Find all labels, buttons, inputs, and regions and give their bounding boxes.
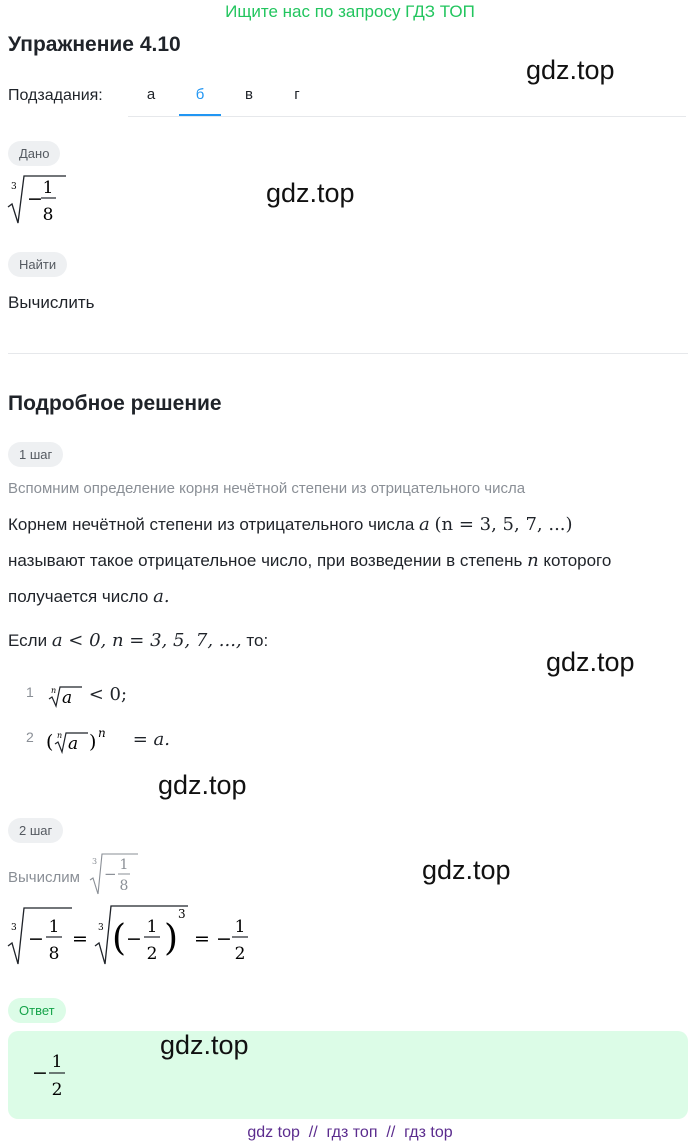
solution-heading: Подробное решение [8, 392, 222, 415]
step2-caption: Вычислим [8, 869, 80, 886]
nth-root-a-power-n [46, 726, 128, 756]
answer-chip-wrap [8, 998, 66, 1023]
watermark: gdz.top [546, 647, 635, 677]
tab-v[interactable]: в [245, 86, 253, 103]
svg-text:n: n [57, 731, 63, 740]
answer-chip: Ответ [8, 998, 66, 1023]
watermark: gdz.top [526, 55, 615, 85]
var-a: a. [153, 586, 170, 607]
step1-caption: Вспомним определение корня нечётной степени из отрицательного числа [8, 480, 526, 497]
step1-line2-text: называют такое отрицательное число, при возведении в степень [8, 551, 523, 570]
svg-text:n: n [98, 726, 106, 740]
list-item [26, 726, 170, 756]
svg-text:1: 1 [51, 1052, 63, 1072]
tab-g[interactable]: г [294, 86, 300, 103]
svg-text:(: ( [46, 731, 54, 753]
svg-text:3: 3 [11, 923, 17, 933]
svg-text:1: 1 [146, 917, 158, 937]
list-number: 1 [26, 684, 34, 701]
given-chip: Дано [8, 141, 60, 166]
footer-links[interactable]: gdz top // гдз топ // гдз top [247, 1124, 453, 1141]
svg-text:2: 2 [51, 1080, 63, 1100]
svg-text:−: − [27, 188, 43, 210]
svg-text:3: 3 [92, 857, 98, 866]
step1-chip-wrap [8, 442, 63, 467]
svg-text:−: − [216, 928, 232, 950]
list-item [26, 684, 127, 708]
step1-line1 [8, 514, 573, 535]
divider [8, 353, 688, 354]
page-title: Упражнение 4.10 [8, 33, 181, 56]
svg-text:1: 1 [48, 917, 60, 937]
var-a: a [419, 514, 430, 535]
cond-math: a < 0, n = 3, 5, 7, ..., [51, 630, 242, 651]
svg-text:): ) [164, 918, 179, 959]
subtasks-label: Подзадания: [8, 87, 103, 104]
step1-chip: 1 шаг [8, 442, 63, 467]
svg-text:=: = [194, 928, 210, 950]
item1-rest: < 0; [88, 684, 128, 706]
svg-text:2: 2 [234, 944, 246, 964]
cond-prefix: Если [8, 631, 48, 650]
step1-line2-tail: которого [543, 551, 612, 570]
step2-equation [6, 902, 256, 972]
watermark: gdz.top [158, 770, 247, 800]
svg-text:a: a [68, 734, 79, 754]
svg-text:1: 1 [119, 857, 129, 873]
step2-caption-expression [88, 850, 140, 898]
tab-a[interactable]: а [146, 86, 156, 103]
svg-text:): ) [89, 731, 97, 753]
step1-line1-text: Корнем нечётной степени из отрицательного числа [8, 515, 415, 534]
answer-box [8, 1031, 688, 1119]
step1-line2 [8, 550, 611, 571]
var-n: n [527, 550, 539, 571]
find-chip-wrap [8, 252, 67, 277]
step1-line3 [8, 586, 170, 607]
svg-text:2: 2 [146, 944, 158, 964]
svg-text:8: 8 [42, 205, 54, 225]
svg-text:1: 1 [42, 178, 54, 198]
watermark: gdz.top [422, 855, 511, 885]
tab-b[interactable]: б [179, 74, 221, 116]
item2-rest: = a. [132, 729, 170, 751]
svg-text:=: = [72, 928, 88, 950]
svg-text:1: 1 [234, 917, 246, 937]
nth-root-a [48, 684, 84, 708]
svg-text:8: 8 [48, 944, 60, 964]
cond-suffix: то: [246, 631, 269, 650]
answer-expression [30, 1048, 70, 1104]
svg-text:n: n [51, 686, 57, 695]
n-values: (n = 3, 5, 7, ...) [434, 514, 573, 535]
list-number: 2 [26, 729, 34, 746]
svg-text:−: − [126, 928, 142, 950]
svg-text:−: − [28, 928, 44, 950]
step2-chip-wrap [8, 818, 63, 843]
svg-text:a: a [62, 688, 73, 708]
watermark: gdz.top [266, 178, 355, 208]
given-chip-wrap [8, 141, 60, 166]
svg-text:3: 3 [11, 182, 17, 192]
svg-text:−: − [104, 865, 117, 883]
svg-text:8: 8 [119, 878, 129, 894]
step1-line3-text: получается число [8, 587, 149, 606]
find-text: Вычислить [8, 293, 95, 312]
step2-chip: 2 шаг [8, 818, 63, 843]
given-expression [6, 171, 70, 229]
condition-line [8, 630, 268, 651]
search-banner[interactable]: Ищите нас по запросу ГДЗ ТОП [225, 2, 475, 21]
svg-text:3: 3 [178, 907, 186, 921]
subtask-tabs [128, 74, 686, 117]
svg-text:(: ( [112, 918, 127, 959]
svg-text:−: − [32, 1062, 48, 1084]
svg-text:3: 3 [98, 923, 104, 933]
find-chip: Найти [8, 252, 67, 277]
watermark: gdz.top [160, 1030, 249, 1060]
